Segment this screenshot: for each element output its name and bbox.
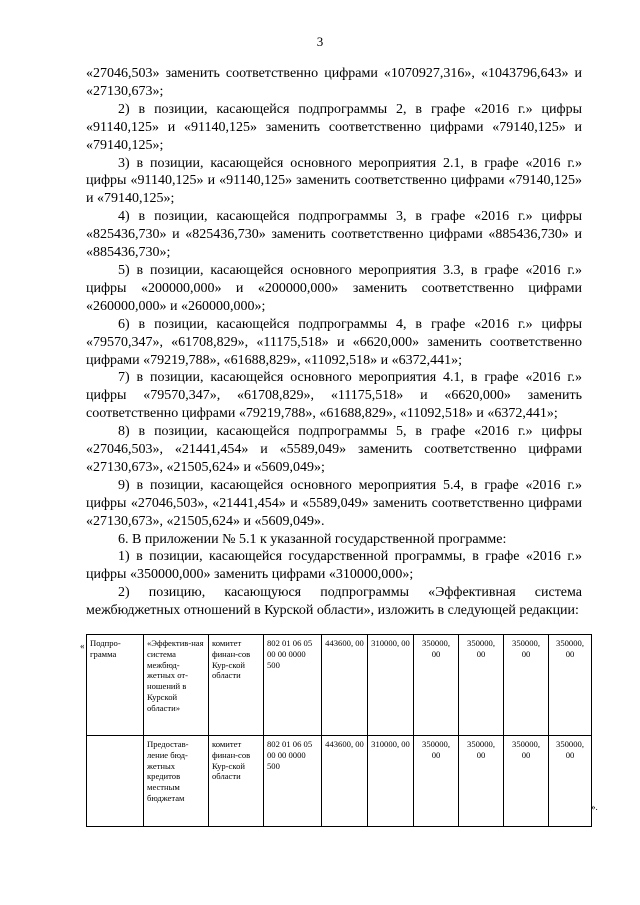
paragraph: 2) позицию, касающуюся подпрограммы «Эффективная система межбюджетных отношений в Курской области», изложить в следующей редакции:	[86, 585, 582, 619]
table-cell: 350000, 00	[459, 635, 504, 736]
table-row	[87, 635, 592, 736]
table-cell: комитет финан-сов Кур-ской области	[209, 635, 264, 736]
paragraph: 3) в позиции, касающейся основного мероприятия 2.1, в графе «2016 г.» цифры «91140,125» и «91140,125» заменить соответственно цифрами «79140,125» и «79140,125»;	[86, 155, 582, 207]
table-cell	[87, 736, 144, 827]
table-cell: 443600, 00	[322, 736, 368, 827]
table-cell: 350000, 00	[549, 736, 592, 827]
paragraph: 6) в позиции, касающейся подпрограммы 4, в графе «2016 г.» цифры «79570,347», «61708,829», «11175,518» и «6620,000» заменить соответственно цифрами «79219,788», «61688,829», «11092,518» и «6372,441»;	[86, 316, 582, 368]
table-cell: Предостав-ление бюд-жетных кредитов местным бюджетам	[144, 736, 209, 827]
table-cell: «Эффектив-ная система межбюд-жетных от-ношений в Курской области»	[144, 635, 209, 736]
paragraph: 8) в позиции, касающейся подпрограммы 5, в графе «2016 г.» цифры «27046,503», «21441,454» и «5589,049» заменить соответственно цифрами «27130,673», «21505,624» и «5609,049»;	[86, 424, 582, 475]
table-cell: 443600, 00	[322, 635, 368, 736]
paragraph: 2) в позиции, касающейся подпрограммы 2, в графе «2016 г.» цифры «91140,125» и «91140,125» заменить соответственно цифрами «79140,125» и «79140,125»;	[86, 101, 582, 153]
table-open-quote: «	[80, 641, 85, 651]
table-cell: 802 01 06 05 00 00 0000 500	[264, 736, 322, 827]
paragraph: 5) в позиции, касающейся основного мероприятия 3.3, в графе «2016 г.» цифры «200000,000» и «200000,000» заменить соответственно цифрами «260000,000» и «260000,000»;	[86, 262, 582, 314]
paragraph: «27046,503» заменить соответственно цифрами «1070927,316», «1043796,643» и «27130,673»;	[86, 66, 582, 99]
subprogram-table	[86, 634, 592, 827]
table-cell: 350000, 00	[414, 736, 459, 827]
table-cell: 310000, 00	[368, 635, 414, 736]
table-cell: комитет финан-сов Кур-ской области	[209, 736, 264, 827]
table-cell: 350000, 00	[504, 635, 549, 736]
table-close-quote: ».	[591, 802, 598, 812]
subprogram-table-wrapper	[86, 634, 592, 827]
paragraph: 4) в позиции, касающейся подпрограммы 3, в графе «2016 г.» цифры «825436,730» и «825436,730» заменить соответственно цифрами «885436,730» и «885436,730»;	[86, 209, 582, 261]
table-cell: 350000, 00	[504, 736, 549, 827]
table-cell: 802 01 06 05 00 00 0000 500	[264, 635, 322, 736]
table-cell: 350000, 00	[459, 736, 504, 827]
paragraph: 7) в позиции, касающейся основного мероприятия 4.1, в графе «2016 г.» цифры «79570,347», «61708,829», «11175,518» и «6620,000» заменить соответственно цифрами «79219,788», «61688,829», «11092,518» и «6372,441»;	[86, 370, 582, 422]
table-cell: 350000, 00	[414, 635, 459, 736]
table-row	[87, 736, 592, 827]
paragraph: 6. В приложении № 5.1 к указанной государственной программе:	[118, 531, 507, 547]
paragraph: 9) в позиции, касающейся основного мероприятия 5.4, в графе «2016 г.» цифры «27046,503», «21441,454» и «5589,049» заменить соответственно цифрами «27130,673», «21505,624» и «5609,049».	[86, 477, 582, 529]
document-body	[86, 65, 582, 620]
page-number: 3	[316, 34, 324, 49]
paragraph: 1) в позиции, касающейся государственной программы, в графе «2016 г.» цифры «350000,000» заменить цифрами «310000,000»;	[86, 549, 582, 583]
table-cell: 310000, 00	[368, 736, 414, 827]
table-cell: Подпро-грамма	[87, 635, 144, 736]
table-cell: 350000, 00	[549, 635, 592, 736]
